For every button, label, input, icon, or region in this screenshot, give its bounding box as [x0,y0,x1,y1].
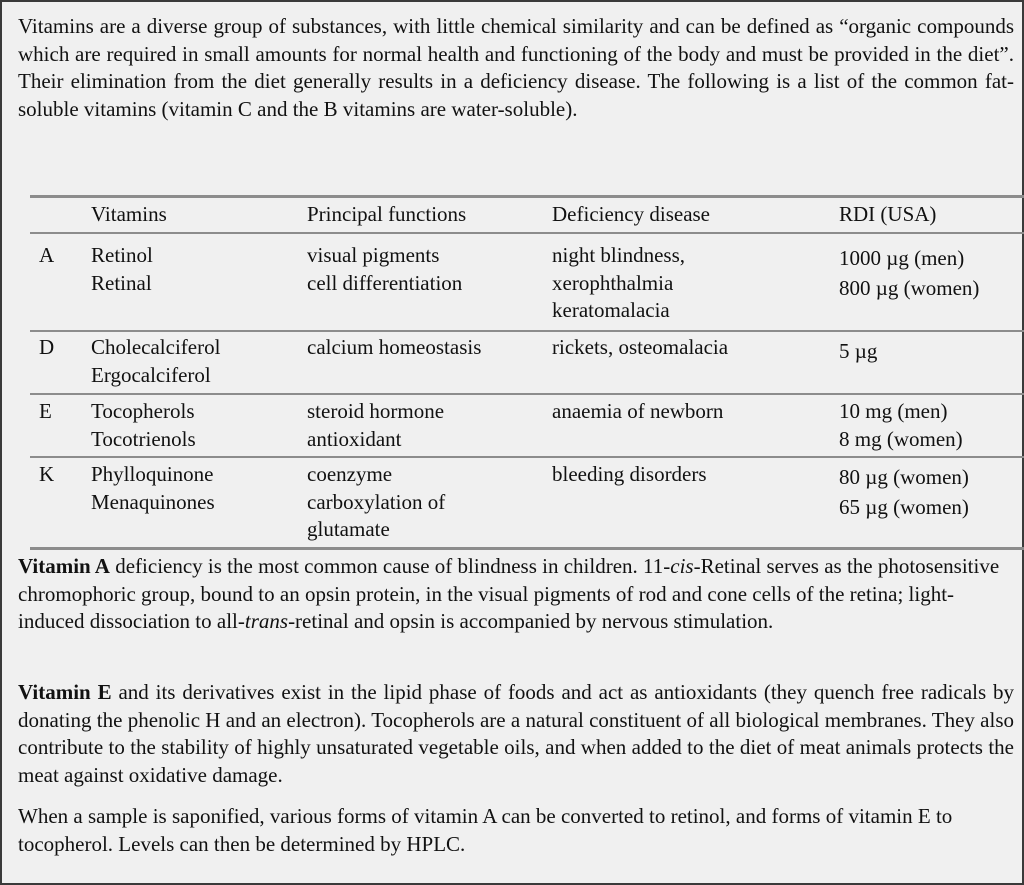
header-principal-functions: Principal functions [307,202,467,226]
vitamin-a-paragraph: Vitamin A deficiency is the most common cause of blindness in children. 11-cis-Retinal serves as the photosensitive chromophoric group, bound to an opsin protein, in the visual pigments of rod and cone cells of the retina; light-induced dissociation to all-trans-retinal and opsin is accompanied by nervous stimulation. [18,554,1000,633]
row-rule-a [30,330,1024,332]
row-k-function-1: coenzyme [307,462,393,486]
row-e-deficiency-1: anaemia of newborn [552,399,724,423]
row-e-rdi [839,398,963,453]
vitamin-e-heading: Vitamin E [18,680,112,704]
row-a-deficiency [552,242,685,325]
row-e-function-2: antioxidant [307,426,402,451]
row-e-rdi-1: 10 mg (men) [839,399,948,423]
row-a-names [91,242,153,297]
row-e-name-2: Tocotrienols [91,426,196,451]
row-d-names [91,334,220,389]
row-e-function-1: steroid hormone [307,399,445,423]
intro-paragraph: Vitamins are a diverse group of substances, with little chemical similarity and can be defined as “organic compounds which are required in small amounts for normal health and functioning of the body and must be provided in the diet”. Their elimination from the diet generally results in a deficiency disease. The following is a list of the common fat-soluble vitamins (vitamin C and the B vitamins are water-soluble). [18,14,1014,121]
row-d-rdi-1: 5 µg [839,339,878,363]
row-e-letter: E [39,399,52,423]
row-d-name-1: Cholecalciferol [91,335,221,359]
row-k-function-2: carboxylation of [307,489,446,514]
row-e-names [91,398,196,453]
row-k-functions [307,461,445,544]
row-a-rdi [839,243,979,303]
row-k-deficiency-1: bleeding disorders [552,462,707,486]
row-k-rdi-2: 65 µg (women) [839,495,969,519]
row-d-function-1: calcium homeostasis [307,335,482,359]
row-d-name-2: Ergocalciferol [91,362,211,387]
row-a-letter: A [39,243,55,267]
row-a-name-2: Retinal [91,270,152,295]
row-k-rdi [839,462,969,522]
vitamin-a-heading: Vitamin A [18,554,110,578]
row-a-name-1: Retinol [91,243,153,267]
row-k-rdi-1: 80 µg (women) [839,465,969,489]
header-deficiency-disease: Deficiency disease [552,202,711,226]
row-a-deficiency-1: night blindness, [552,243,686,267]
vitamin-e-paragraph: Vitamin E and its derivatives exist in the lipid phase of foods and act as antioxidants (they quench free radicals by donating the phenolic H and an electron). Tocopherols are a natural constituent of all biological membranes. They also contribute to the stability of highly unsaturated vegetable oils, and when added to the diet of meat animals protects the meat against oxidative damage. [18,680,1014,787]
row-a-deficiency-3: keratomalacia [552,298,670,322]
row-a-functions [307,242,462,297]
row-e-rdi-2: 8 mg (women) [839,426,963,451]
row-rule-e [30,456,1024,458]
row-k-function-3: glutamate [307,517,390,541]
saponification-paragraph: When a sample is saponified, various forms of vitamin A can be converted to retinol, and forms of vitamin E to tocopherol. Levels can then be determined by HPLC. [18,804,953,856]
row-k-name-2: Menaquinones [91,489,215,514]
row-a-function-2: cell differentiation [307,270,463,295]
header-rule [30,232,1024,234]
row-a-deficiency-2: xerophthalmia [552,270,674,295]
row-k-name-1: Phylloquinone [91,462,214,486]
row-e-functions [307,398,444,453]
row-e-name-1: Tocopherols [91,399,195,423]
row-a-function-1: visual pigments [307,243,440,267]
header-vitamins: Vitamins [91,202,167,226]
row-a-rdi-1: 1000 µg (men) [839,246,965,270]
row-rule-d [30,393,1024,395]
table-bottom-rule [30,547,1024,550]
row-d-letter: D [39,335,55,359]
table-top-rule [30,195,1024,198]
row-d-deficiency-1: rickets, osteomalacia [552,335,729,359]
row-a-rdi-2: 800 µg (women) [839,276,980,300]
row-k-names [91,461,215,516]
row-k-letter: K [39,462,55,486]
header-rdi: RDI (USA) [839,202,937,226]
